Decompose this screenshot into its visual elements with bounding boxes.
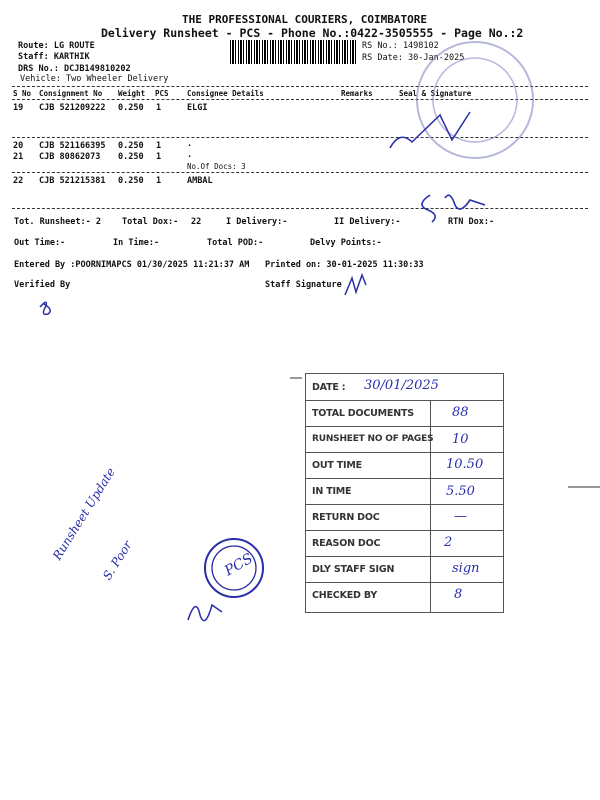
stamp-in-time-value: 5.50 xyxy=(446,484,475,499)
stamp-reason-doc-value: 2 xyxy=(444,535,453,550)
total-dox-value: 22 xyxy=(191,217,202,227)
stamp-total-documents-label: TOTAL DOCUMENTS xyxy=(312,408,414,419)
row-sno: 22 xyxy=(13,176,24,186)
route-label: Route: LG ROUTE xyxy=(18,41,95,51)
printed-on: Printed on: 30-01-2025 11:30:33 xyxy=(265,260,424,270)
ambal-signature-scribble xyxy=(422,195,485,222)
row-details: AMBAL xyxy=(187,176,213,186)
delivery-stamp-box xyxy=(305,373,504,613)
total-pod: Total POD:- xyxy=(207,238,264,248)
row-details: . xyxy=(187,150,193,160)
stamp-return-doc-value: — xyxy=(454,509,467,524)
row-note: No.Of Docs: 3 xyxy=(187,162,246,171)
company-title: THE PROFESSIONAL COURIERS, COIMBATORE xyxy=(182,13,428,26)
seal-initials-scribble xyxy=(188,605,222,621)
staff-label: Staff: KARTHIK xyxy=(18,52,90,62)
col-weight: Weight xyxy=(118,89,146,98)
row-pcs: 1 xyxy=(156,141,162,151)
row-weight: 0.250 xyxy=(118,103,144,113)
verified-by: Verified By xyxy=(14,280,71,290)
staff-signature-label: Staff Signature xyxy=(265,280,342,290)
row-consignment: CJB 521215381 xyxy=(39,176,106,186)
round-seal-icon xyxy=(417,42,533,158)
total-runsheet: Tot. Runsheet:- 2 xyxy=(14,217,101,227)
delvy-points: Delvy Points:- xyxy=(310,238,382,248)
stamp-runsheet-pages-value: 10 xyxy=(452,432,469,447)
row-pcs: 1 xyxy=(156,152,162,162)
col-remarks: Remarks xyxy=(341,89,373,98)
drs-number: DRS No.: DCJB149810202 xyxy=(18,64,131,74)
row-pcs: 1 xyxy=(156,103,162,113)
stamp-reason-doc-label: REASON DOC xyxy=(312,538,381,549)
col-consignment: Consignment No xyxy=(39,89,103,98)
row-sno: 19 xyxy=(13,103,24,113)
in-time: In Time:- xyxy=(113,238,160,248)
runsheet-subtitle: Delivery Runsheet - PCS - Phone No.:0422-3505555 - Page No.:2 xyxy=(101,26,524,40)
total-dox-label: Total Dox:- xyxy=(122,217,179,227)
stamp-out-time-value: 10.50 xyxy=(446,457,484,472)
row-consignment: CJB 80862073 xyxy=(39,152,101,162)
row-sno: 20 xyxy=(13,141,24,151)
seal-signature-scribble xyxy=(390,112,470,148)
row-details: . xyxy=(187,139,193,149)
stamp-checked-by-value: 8 xyxy=(454,587,463,602)
col-seal-signature: Seal & Signature xyxy=(399,89,472,98)
col-sno: S No xyxy=(13,89,32,98)
handwritten-note-line2: S. Poor xyxy=(100,538,135,583)
stamp-date-label: DATE : xyxy=(312,382,346,393)
staff-signature-scribble xyxy=(345,275,366,295)
entered-by: Entered By :POORNIMAPCS 01/30/2025 11:21:37 AM xyxy=(14,260,250,270)
stamp-dly-staff-sign-value: sign xyxy=(452,561,480,576)
stamp-runsheet-pages-label: RUNSHEET NO OF PAGES xyxy=(312,434,434,444)
stamp-date-value: 30/01/2025 xyxy=(364,378,439,393)
stamp-total-documents-value: 88 xyxy=(452,405,469,420)
i-delivery: I Delivery:- xyxy=(226,217,288,227)
vehicle-label: Vehicle: Two Wheeler Delivery xyxy=(20,74,169,84)
col-pcs: PCS xyxy=(155,89,169,98)
stamp-divider xyxy=(430,400,431,612)
out-time: Out Time:- xyxy=(14,238,66,248)
rtn-dox: RTN Dox:- xyxy=(448,217,495,227)
stamp-return-doc-label: RETURN DOC xyxy=(312,512,380,523)
stamp-checked-by-label: CHECKED BY xyxy=(312,590,378,601)
stamp-in-time-label: IN TIME xyxy=(312,486,352,497)
row-weight: 0.250 xyxy=(118,152,144,162)
ii-delivery: II Delivery:- xyxy=(334,217,401,227)
row-consignment: CJB 521166395 xyxy=(39,141,106,151)
stamp-out-time-label: OUT TIME xyxy=(312,460,362,471)
rs-number: RS No.: 1498102 xyxy=(362,41,439,51)
pcs-seal-text: PCS xyxy=(221,550,256,580)
row-weight: 0.250 xyxy=(118,141,144,151)
row-details: ELGI xyxy=(187,103,208,113)
col-consignee: Consignee Details xyxy=(187,89,264,98)
row-pcs: 1 xyxy=(156,176,162,186)
row-weight: 0.250 xyxy=(118,176,144,186)
verified-signature-scribble xyxy=(40,302,50,314)
row-sno: 21 xyxy=(13,152,24,162)
rs-date: RS Date: 30-Jan-2025 xyxy=(362,53,465,63)
handwritten-note-line1: Runsheet Update xyxy=(50,465,118,563)
row-consignment: CJB 521209222 xyxy=(39,103,106,113)
stamp-dly-staff-sign-label: DLY STAFF SIGN xyxy=(312,564,395,575)
